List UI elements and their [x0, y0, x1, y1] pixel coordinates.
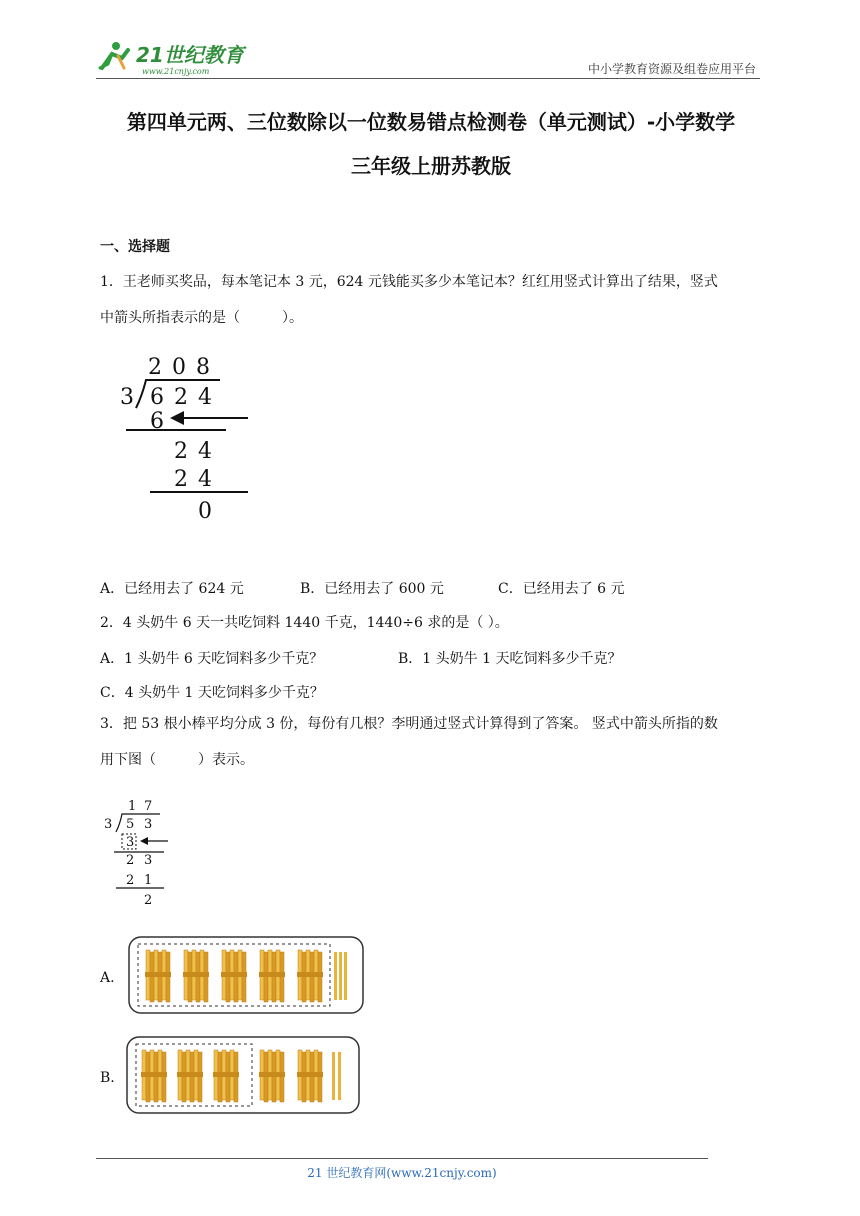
footer-text[interactable]: 21 世纪教育网(www.21cnjy.com) — [307, 1166, 497, 1180]
q1-remainder: 0 — [198, 499, 212, 524]
q3-step2a-digit: 2 — [126, 853, 135, 868]
q3-divisor: 3 — [104, 817, 113, 832]
q3-option-a[interactable]: A. — [100, 970, 115, 986]
stick-bundle-icon — [259, 1050, 285, 1102]
stick-bundle-icon — [141, 1050, 167, 1102]
arrow-left-icon — [140, 837, 168, 845]
q1-step2b-digit: 2 — [174, 467, 188, 492]
q1-option-c[interactable]: C．已经用去了 6 元 — [498, 581, 625, 597]
footer-divider — [96, 1158, 708, 1159]
header-divider — [96, 78, 760, 79]
q1-dividend-digit: 4 — [198, 385, 212, 410]
q3-step1: 3 — [126, 835, 135, 850]
q1-step2a-digit: 2 — [174, 439, 188, 464]
stick-bundle-icon — [259, 950, 285, 1002]
stick-bundle-icon — [177, 1050, 203, 1102]
q1-quotient-digit: 0 — [172, 355, 186, 380]
single-sticks-icon — [334, 952, 347, 1000]
title-line-1: 第四单元两、三位数除以一位数易错点检测卷（单元测试）-小学数学 — [126, 110, 736, 134]
stick-bundle-icon — [213, 1050, 239, 1102]
question-3 — [100, 706, 764, 778]
q3-option-b-image[interactable] — [126, 1036, 362, 1120]
q1-step1: 6 — [150, 409, 164, 434]
q1-quotient-digit: 8 — [196, 355, 210, 380]
q1-dividend-digit: 6 — [150, 385, 164, 410]
stick-bundle-icon — [183, 950, 209, 1002]
stick-bundle-icon — [145, 950, 171, 1002]
q1-option-b[interactable]: B．已经用去了 600 元 — [300, 581, 444, 597]
q1-option-a[interactable]: A．已经用去了 624 元 — [100, 581, 244, 597]
q3-step2b-digit: 2 — [126, 873, 135, 888]
q3-quotient-digit: 1 — [128, 799, 137, 814]
q1-long-division — [112, 346, 262, 530]
q2-option-b[interactable]: B．1 头奶牛 1 天吃饲料多少千克？ — [398, 651, 622, 667]
logo-text: 21世纪教育 — [136, 43, 244, 67]
section-heading: 一、选择题 — [100, 239, 170, 255]
q3-option-a-image[interactable] — [128, 936, 366, 1020]
q2-option-a[interactable]: A．1 头奶牛 6 天吃饲料多少千克？ — [100, 651, 324, 667]
runner-icon — [100, 42, 128, 68]
q2-option-c[interactable]: C．4 头奶牛 1 天吃饲料多少千克？ — [100, 685, 324, 701]
q3-division-bracket — [116, 814, 160, 832]
q3-remainder: 2 — [144, 893, 153, 908]
q3-dividend-digit: 5 — [126, 817, 135, 832]
stick-bundle-icon — [297, 1050, 323, 1102]
q2-stem: 2．4 头奶牛 6 天一共吃饲料 1440 千克，1440÷6 求的是（ ）。 — [100, 615, 509, 631]
q1-dividend-digit: 2 — [174, 385, 188, 410]
q1-line2: 中箭头所指表示的是（ ）。 — [100, 310, 303, 326]
q3-quotient-digit: 7 — [144, 799, 153, 814]
q1-divisor: 3 — [120, 385, 134, 410]
page-title — [96, 100, 766, 188]
q3-step2a-digit: 3 — [144, 853, 153, 868]
platform-label: 中小学教育资源及组卷应用平台 — [587, 62, 756, 76]
q1-step2b-digit: 4 — [198, 467, 212, 492]
q3-step2b-digit: 1 — [144, 873, 153, 888]
stick-bundle-icon — [297, 950, 323, 1002]
q3-line1: 3．把 53 根小棒平均分成 3 份，每份有几根？李明通过竖式计算得到了答案。 竖式中箭头所指的数 — [100, 716, 718, 732]
q3-line2: 用下图（ ）表示。 — [100, 752, 254, 768]
q3-long-division — [102, 794, 172, 914]
q1-quotient-digit: 2 — [148, 355, 162, 380]
logo-sub: www.21cnjy.com — [142, 67, 210, 76]
question-1 — [100, 264, 764, 336]
site-logo — [96, 38, 256, 78]
q1-line1: 1．王老师买奖品，每本笔记本 3 元，624 元钱能买多少本笔记本？红红用竖式计算出了结果，竖式 — [100, 274, 718, 290]
arrow-left-icon — [170, 411, 248, 425]
q3-option-b[interactable]: B. — [100, 1070, 115, 1086]
stick-bundle-icon — [221, 950, 247, 1002]
q3-dividend-digit: 3 — [144, 817, 153, 832]
q1-step2a-digit: 4 — [198, 439, 212, 464]
title-line-2: 三年级上册苏教版 — [351, 154, 511, 178]
